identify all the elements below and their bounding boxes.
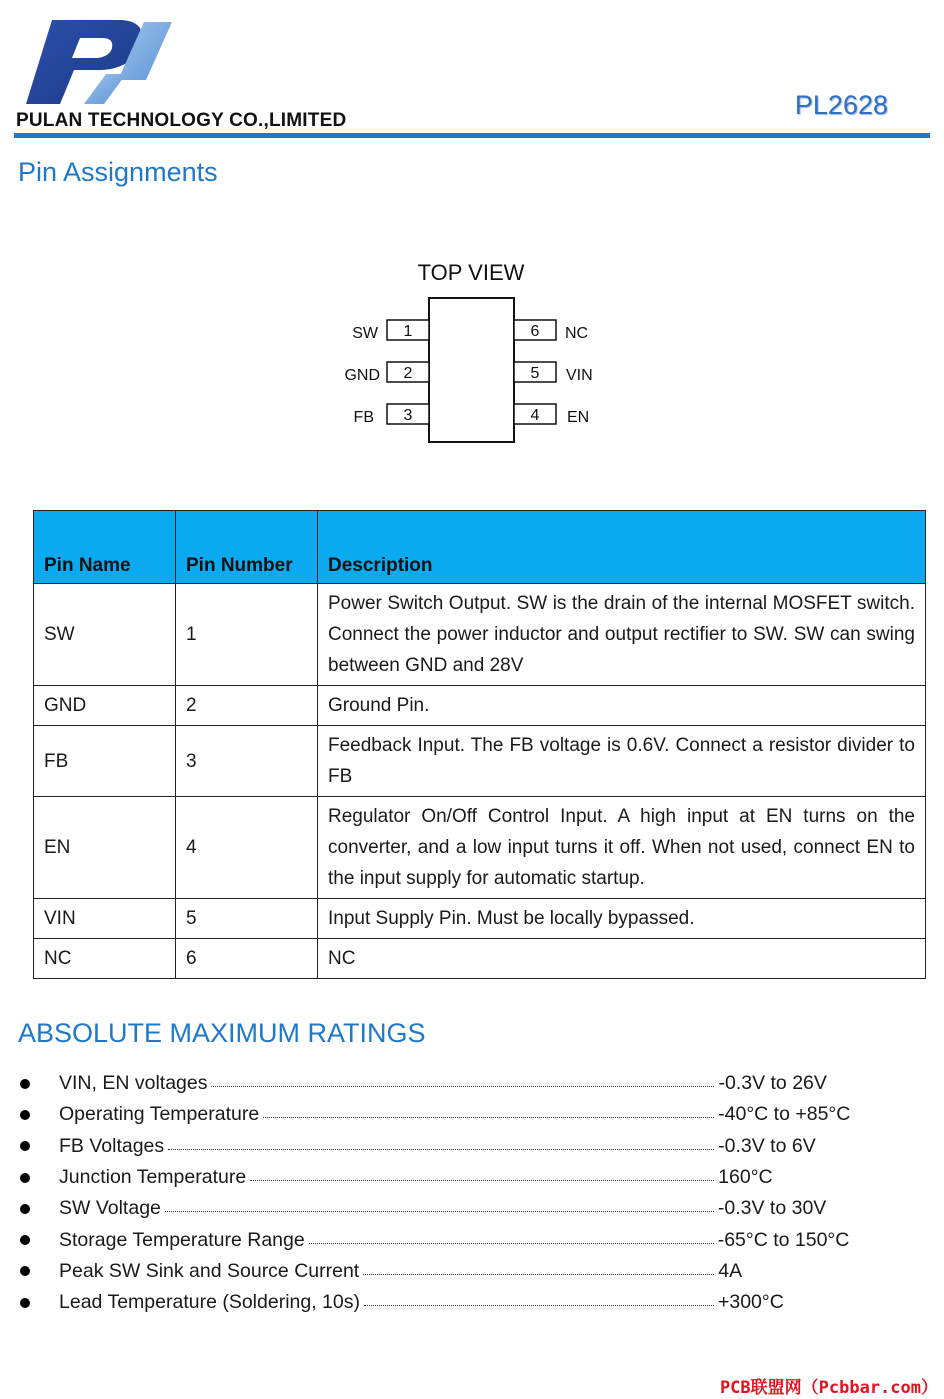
- dot-leader: [168, 1149, 714, 1150]
- col-header-pin-name: Pin Name: [34, 511, 176, 584]
- rating-value: -65°C to 150°C: [717, 1228, 850, 1251]
- rating-value: -0.3V to 6V: [718, 1134, 816, 1157]
- pin-number-3: 3: [403, 407, 413, 424]
- pin-name-cell: SW: [34, 584, 176, 686]
- rating-label: Lead Temperature (Soldering, 10s): [59, 1291, 360, 1314]
- pin-label-en: EN: [567, 409, 590, 426]
- table-row: [34, 797, 926, 899]
- bullet-icon: [20, 1266, 30, 1276]
- rating-value: 160°C: [718, 1166, 773, 1189]
- pin-label-vin: VIN: [566, 367, 593, 384]
- pin-number-cell: 6: [176, 939, 318, 979]
- pin-number-1: 1: [403, 323, 413, 340]
- pin-number-2: 2: [403, 365, 413, 382]
- pin-table: [33, 510, 926, 979]
- table-row: [34, 584, 926, 686]
- pin-number-cell: 2: [176, 686, 318, 726]
- rating-value: 4A: [718, 1259, 743, 1282]
- list-item: [18, 1162, 898, 1193]
- bullet-icon: [20, 1298, 30, 1308]
- rating-label: Junction Temperature: [59, 1166, 247, 1189]
- list-item: [18, 1256, 898, 1287]
- rating-label: Peak SW Sink and Source Current: [59, 1259, 360, 1282]
- dot-leader: [165, 1211, 714, 1212]
- table-row: [34, 686, 926, 726]
- list-item: [18, 1068, 898, 1099]
- dot-leader: [363, 1274, 714, 1275]
- rating-value: -40°C to +85°C: [718, 1103, 851, 1126]
- bullet-icon: [20, 1141, 30, 1151]
- pin-name-cell: GND: [34, 686, 176, 726]
- pin-name-cell: NC: [34, 939, 176, 979]
- pin-number-4: 4: [530, 407, 540, 424]
- pin-number-cell: 1: [176, 584, 318, 686]
- pin-label-sw: SW: [352, 325, 378, 342]
- pin-number-cell: 3: [176, 726, 318, 797]
- diagram-title: TOP VIEW: [417, 260, 525, 285]
- dot-leader: [211, 1086, 714, 1087]
- pin-name-cell: EN: [34, 797, 176, 899]
- pin-description-cell: Regulator On/Off Control Input. A high input at EN turns on the converter, and a low input turns it off. When not used, connect EN to the input supply for automatic startup.: [318, 797, 926, 899]
- pin-diagram: [334, 254, 614, 454]
- header-rule: [14, 133, 930, 138]
- pin-name-cell: VIN: [34, 899, 176, 939]
- company-name: PULAN TECHNOLOGY CO.,LIMITED: [16, 110, 347, 131]
- bullet-icon: [20, 1235, 30, 1245]
- rating-label: FB Voltages: [59, 1134, 165, 1157]
- pin-description-cell: Ground Pin.: [318, 686, 926, 726]
- company-logo: [22, 16, 174, 108]
- list-item: [18, 1099, 898, 1130]
- rating-value: -0.3V to 26V: [718, 1072, 827, 1095]
- dot-leader: [309, 1243, 714, 1244]
- col-header-description: Description: [318, 511, 926, 584]
- pin-number-6: 6: [530, 323, 540, 340]
- pin-description-cell: NC: [318, 939, 926, 979]
- dot-leader: [263, 1117, 714, 1118]
- table-row: [34, 726, 926, 797]
- table-row: [34, 939, 926, 979]
- pin-label-nc: NC: [565, 325, 589, 342]
- rating-value: +300°C: [717, 1291, 784, 1314]
- pin-number-cell: 5: [176, 899, 318, 939]
- bullet-icon: [20, 1079, 30, 1089]
- list-item: [18, 1131, 898, 1162]
- bullet-icon: [20, 1204, 30, 1214]
- list-item: [18, 1193, 898, 1224]
- pin-description-cell: Input Supply Pin. Must be locally bypassed.: [318, 899, 926, 939]
- pin-number-cell: 4: [176, 797, 318, 899]
- section-title-pin-assignments: Pin Assignments: [18, 157, 218, 187]
- dot-leader: [250, 1180, 714, 1181]
- pin-description-cell: Feedback Input. The FB voltage is 0.6V. Connect a resistor divider to FB: [318, 726, 926, 797]
- list-item: [18, 1224, 898, 1255]
- bullet-icon: [20, 1110, 30, 1120]
- ratings-list: [18, 1068, 898, 1318]
- table-row: [34, 899, 926, 939]
- ic-body: [429, 298, 514, 442]
- rating-value: -0.3V to 30V: [717, 1197, 827, 1220]
- col-header-pin-number: Pin Number: [176, 511, 318, 584]
- dot-leader: [364, 1305, 714, 1306]
- list-item: [18, 1287, 898, 1318]
- pin-number-5: 5: [530, 365, 540, 382]
- rating-label: Storage Temperature Range: [59, 1228, 305, 1251]
- section-title-absolute-max: ABSOLUTE MAXIMUM RATINGS: [18, 1018, 426, 1048]
- pin-label-gnd: GND: [344, 367, 380, 384]
- rating-label: SW Voltage: [59, 1197, 161, 1220]
- pin-name-cell: FB: [34, 726, 176, 797]
- rating-label: VIN, EN voltages: [59, 1072, 208, 1095]
- pin-description-cell: Power Switch Output. SW is the drain of the internal MOSFET switch. Connect the power inductor and output rectifier to SW. SW can swing between GND and 28V: [318, 584, 926, 686]
- pin-label-fb: FB: [353, 409, 374, 426]
- rating-label: Operating Temperature: [59, 1103, 260, 1126]
- part-number: PL2628: [794, 90, 888, 120]
- bullet-icon: [20, 1173, 30, 1183]
- table-header-row: [34, 511, 926, 584]
- footer-watermark: PCB联盟网（Pcbbar.com）: [719, 1378, 938, 1398]
